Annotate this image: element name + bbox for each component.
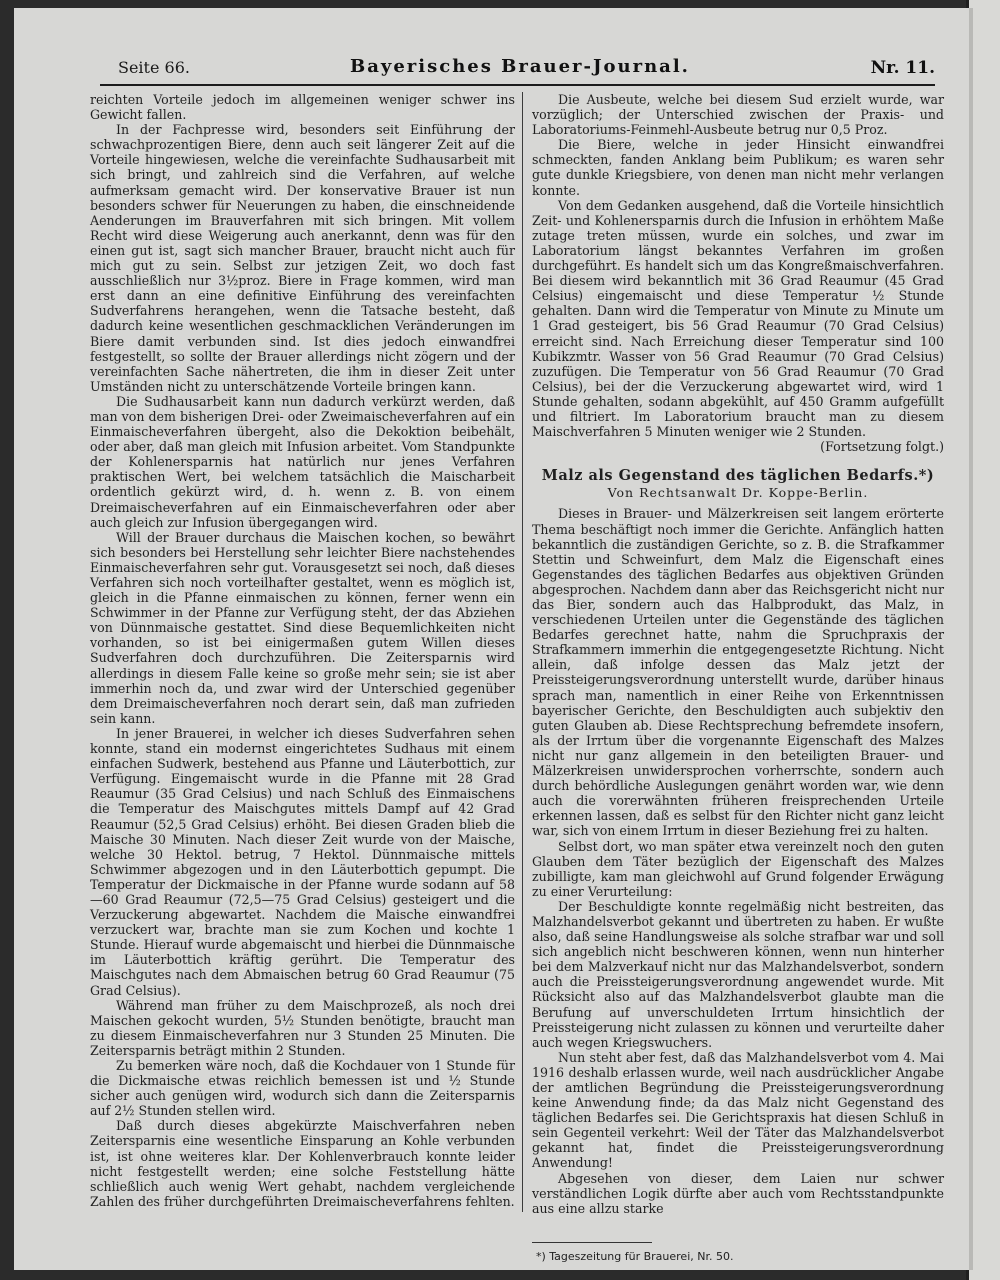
paragraph: Nun steht aber fest, daß das Malzhandelsverbot vom 4. Mai 1916 deshalb erlassen wurde, weil nach ausdrücklicher Angabe der amtlichen Begründung die Preissteigerungsverordnung keine Anwendung finde; da das Malz nicht Gegenstand des täglichen Bedarfes sei. Die Gerichtspraxis hat diesen Schluß in sein Gegenteil verkehrt: Weil der Täter das Malzhandelsverbot gekannt hat, findet die Preissteigerungsverordnung Anwendung!: [532, 1049, 944, 1171]
paragraph: reichten Vorteile jedoch im allgemeinen weniger schwer ins Gewicht fallen.: [90, 92, 515, 123]
paragraph: Dieses in Brauer- und Mälzerkreisen seit langem erörterte Thema beschäftigt noch immer die Gerichte. Anfänglich hatten bekanntlich die zuständigen Gerichte, so z. B. die Strafkammer Stettin und Schweinfurt, dem Malz die Eigenschaft eines Gegenstandes des täglichen Bedarfes aus objektiven Gründen abgesprochen. Nachdem dann aber das Reichsgericht nicht nur das Bier, sondern auch das Halbprodukt, das Malz, in verschiedenen Urteilen unter die Gegenstände des täglichen Bedarfes gerechnet hatte, nahm die Spruchpraxis der Strafkammern immerhin die entgegengesetzte Richtung. Nicht allein, daß infolge dessen das Malz jetzt der Preissteigerungsverordnung unterstellt wurde, darüber hinaus sprach man, namentlich in einer Reihe von Erkenntnissen bayerischer Gerichte, den Beschuldigten auch subjektiv den guten Glauben ab. Diese Rechtsprechung befremdete insofern, als der Irrtum über die vorgenannte Eigenschaft des Malzes nicht nur ganz allgemein in den beteiligten Brauer- und Mälzerkreisen unwidersprochen vorherrschte, sondern auch durch behördliche Auslegungen genährt worden war, wie denn auch die vorerwähnten früheren freisprechenden Urteile erkennen lassen, daß es selbst für den Richter nicht ganz leicht war, sich von einem Irrtum in dieser Beziehung frei zu halten.: [532, 506, 944, 839]
column-divider: [522, 92, 523, 1212]
footnote: *) Tageszeitung für Brauerei, Nr. 50.: [536, 1249, 734, 1263]
right-column: [532, 92, 944, 1263]
paragraph: Selbst dort, wo man später etwa vereinzelt noch den guten Glauben dem Täter bezüglich der Eigenschaft des Malzes zubilligte, kam man gleichwohl auf Grund folgender Erwägung zu einer Verurteilung:: [532, 838, 944, 899]
footnote-rule: [532, 1242, 652, 1243]
page-number: Seite 66.: [118, 58, 190, 77]
paragraph: Die Ausbeute, welche bei diesem Sud erzielt wurde, war vorzüglich; der Unterschied zwischen der Praxis- und Laboratoriums-Feinmehl-Ausbeute betrug nur 0,5 Proz.: [532, 92, 944, 138]
continuation-note: (Fortsetzung folgt.): [820, 439, 944, 455]
issue-number: Nr. 11.: [870, 58, 935, 78]
article-title: Malz als Gegenstand des täglichen Bedarfs.*): [541, 467, 935, 485]
paragraph: Die Biere, welche in jeder Hinsicht einwandfrei schmeckten, fanden Anklang beim Publikum; es waren sehr gute dunkle Kriegsbiere, von denen man nicht mehr verlangen konnte.: [532, 137, 944, 198]
paragraph: Abgesehen von dieser, dem Laien nur schwer verständlichen Logik dürfte aber auch vom Rechtsstandpunkte aus eine allzu starke: [532, 1170, 944, 1216]
header-rule: [100, 84, 935, 86]
page-edge: [969, 0, 1000, 1280]
journal-title: Bayerisches Brauer-Journal.: [350, 56, 690, 77]
paragraph: Der Beschuldigte konnte regelmäßig nicht bestreiten, das Malzhandelsverbot gekannt und übertreten zu haben. Er wußte also, daß seine Handlungsweise als solche strafbar war und soll sich angeblich nicht beschweren können, wenn nun hinterher bei dem Malzverkauf nicht nur das Malzhandelsverbot, sondern auch die Preissteigerungsverordnung angewendet wurde. Mit Rücksicht also auf das Malzhandelsverbot glaubte man die Berufung auf unverschuldeten Irrtum hinsichtlich der Preissteigerung nicht zulassen zu können und verurteilte daher auch wegen Kriegswuchers.: [532, 898, 944, 1050]
paragraph: In jener Brauerei, in welcher ich dieses Sudverfahren sehen konnte, stand ein modernst eingerichtetes Sudhaus mit einem einfachen Sudwerk, bestehend aus Pfanne und Läuterbottich, zur Verfügung. Eingemaischt wurde in die Pfanne mit 28 Grad Reaumur (35 Grad Celsius) und nach Schluß des Einmaischens die Temperatur des Maischgutes mittels Dampf auf 42 Grad Reaumur (52,5 Grad Celsius) erhöht. Bei diesen Graden blieb die Maische 30 Minuten. Nach dieser Zeit wurde von der Maische, welche 30 Hektol. betrug, 7 Hektol. Dünnmaische mittels Schwimmer abgezogen und in den Läuterbottich gepumpt. Die Temperatur der Dickmaische in der Pfanne wurde sodann auf 58—60 Grad Reaumur (72,5—75 Grad Celsius) gesteigert und die Verzuckerung abgewartet. Nachdem die Maische einwandfrei verzuckert war, brachte man sie zum Kochen und kochte 1 Stunde. Hierauf wurde abgemaischt und hierbei die Dünnmaische im Läuterbottich kräftig gerührt. Die Temperatur des Maischgutes nach dem Abmaischen betrug 60 Grad Reaumur (75 Grad Celsius).: [90, 725, 515, 998]
article-author: Von Rechtsanwalt Dr. Koppe-Berlin.: [607, 485, 869, 501]
paragraph: Will der Brauer durchaus die Maischen kochen, so bewährt sich besonders bei Herstellung sehr leichter Biere nachstehendes Einmaischeverfahren sehr gut. Vorausgesetzt sei noch, daß dieses Verfahren sich noch vorteilhafter gestaltet, wenn es möglich ist, gleich in die Pfanne einmaischen zu können, ferner wenn ein Schwimmer in der Pfanne zur Verfügung steht, der das Abziehen von Dünnmaische gestattet. Sind diese Bequemlichkeiten nicht vorhanden, so ist bei einigermaßen gutem Willen dieses Sudverfahren doch durchzuführen. Die Zeitersparnis wird allerdings in diesem Falle keine so große mehr sein; sie ist aber immerhin noch da, und zwar wird der Unterschied gegenüber dem Dreimaischeverfahren noch derart sein, daß man zufrieden sein kann.: [90, 529, 515, 726]
paragraph: Die Sudhausarbeit kann nun dadurch verkürzt werden, daß man von dem bisherigen Drei- oder Zweimaischeverfahren auf ein Einmaischeverfahren übergeht, also die Dekoktion beibehält, oder aber, daß man gleich mit Infusion arbeitet. Vom Standpunkte der Kohlenersparnis hat natürlich nur jenes Verfahren praktischen Wert, bei welchem tatsächlich die Maischarbeit ordentlich gekürzt wird, d. h. wenn z. B. von einem Dreimaischeverfahren auf ein Einmaischeverfahren oder aber auch gleich zur Infusion übergegangen wird.: [90, 393, 515, 530]
page-header: [100, 58, 935, 86]
paragraph: Zu bemerken wäre noch, daß die Kochdauer von 1 Stunde für die Dickmaische etwas reichlich bemessen ist und ½ Stunde sicher auch genügen wird, wodurch sich dann die Zeitersparnis auf 2½ Stunden stellen wird.: [90, 1058, 515, 1119]
paragraph: Daß durch dieses abgekürzte Maischverfahren neben Zeitersparnis eine wesentliche Einsparung an Kohle verbunden ist, ist ohne weiteres klar. Der Kohlenverbrauch konnte leider nicht festgestellt werden; eine solche Feststellung hätte schließlich auch wenig Wert gehabt, nachdem vergleichende Zahlen des früher durchgeführten Dreimaischeverfahrens fehlten.: [90, 1118, 515, 1209]
paragraph: Während man früher zu dem Maischprozeß, als noch drei Maischen gekocht wurden, 5½ Stunden benötigte, braucht man zu diesem Einmaischeverfahren nur 3 Stunden 25 Minuten. Die Zeitersparnis beträgt mithin 2 Stunden.: [90, 997, 515, 1058]
paragraph: Von dem Gedanken ausgehend, daß die Vorteile hinsichtlich Zeit- und Kohlenersparnis durch die Infusion in erhöhtem Maße zutage treten müssen, wurde ein solches, und zwar im Laboratorium längst bekanntes Verfahren im großen durchgeführt. Es handelt sich um das Kongreßmaischverfahren. Bei diesem wird bekanntlich mit 36 Grad Reaumur (45 Grad Celsius) eingemaischt und diese Temperatur ½ Stunde gehalten. Dann wird die Temperatur von Minute zu Minute um 1 Grad gesteigert, bis 56 Grad Reaumur (70 Grad Celsius) erreicht sind. Nach Erreichung dieser Temperatur sind 100 Kubikzmtr. Wasser von 56 Grad Reaumur (70 Grad Celsius) zuzufügen. Die Temperatur von 56 Grad Reaumur (70 Grad Celsius), bei der die Verzuckerung abgewartet wird, wird 1 Stunde gehalten, sodann abgekühlt, auf 450 Gramm aufgefüllt und filtriert. Im Laboratorium braucht man zu diesem Maischverfahren 5 Minuten weniger wie 2 Stunden.: [532, 197, 944, 440]
paragraph: In der Fachpresse wird, besonders seit Einführung der schwachprozentigen Biere, denn auch seit längerer Zeit auf die Vorteile hingewiesen, welche die vereinfachte Sudhausarbeit mit sich bringt, und zahlreich sind die Verfahren, auf welche aufmerksam gemacht wird. Der konservative Brauer ist nun besonders schwer für Neuerungen zu haben, die einschneidende Aenderungen im Brauverfahren mit sich bringen. Mit vollem Recht wird diese Weigerung auch anerkannt, denn was für den einen gut ist, sagt sich mancher Brauer, braucht nicht auch für mich gut zu sein. Selbst zur jetzigen Zeit, wo doch fast ausschließlich nur 3½proz. Biere in Frage kommen, wird man erst dann an eine definitive Einführung des vereinfachten Sudverfahrens herangehen, wenn die Tatsache besteht, daß dadurch keine wesentlichen geschmacklichen Veränderungen im Biere damit verbunden sind. Ist dies jedoch einwandfrei festgestellt, so sollte der Brauer allerdings nicht zögern und der vereinfachten Sache nähertreten, die ihm in dieser Zeit unter Umständen nicht zu unterschätzende Vorteile bringen kann.: [90, 122, 515, 394]
left-column: [90, 92, 515, 1212]
